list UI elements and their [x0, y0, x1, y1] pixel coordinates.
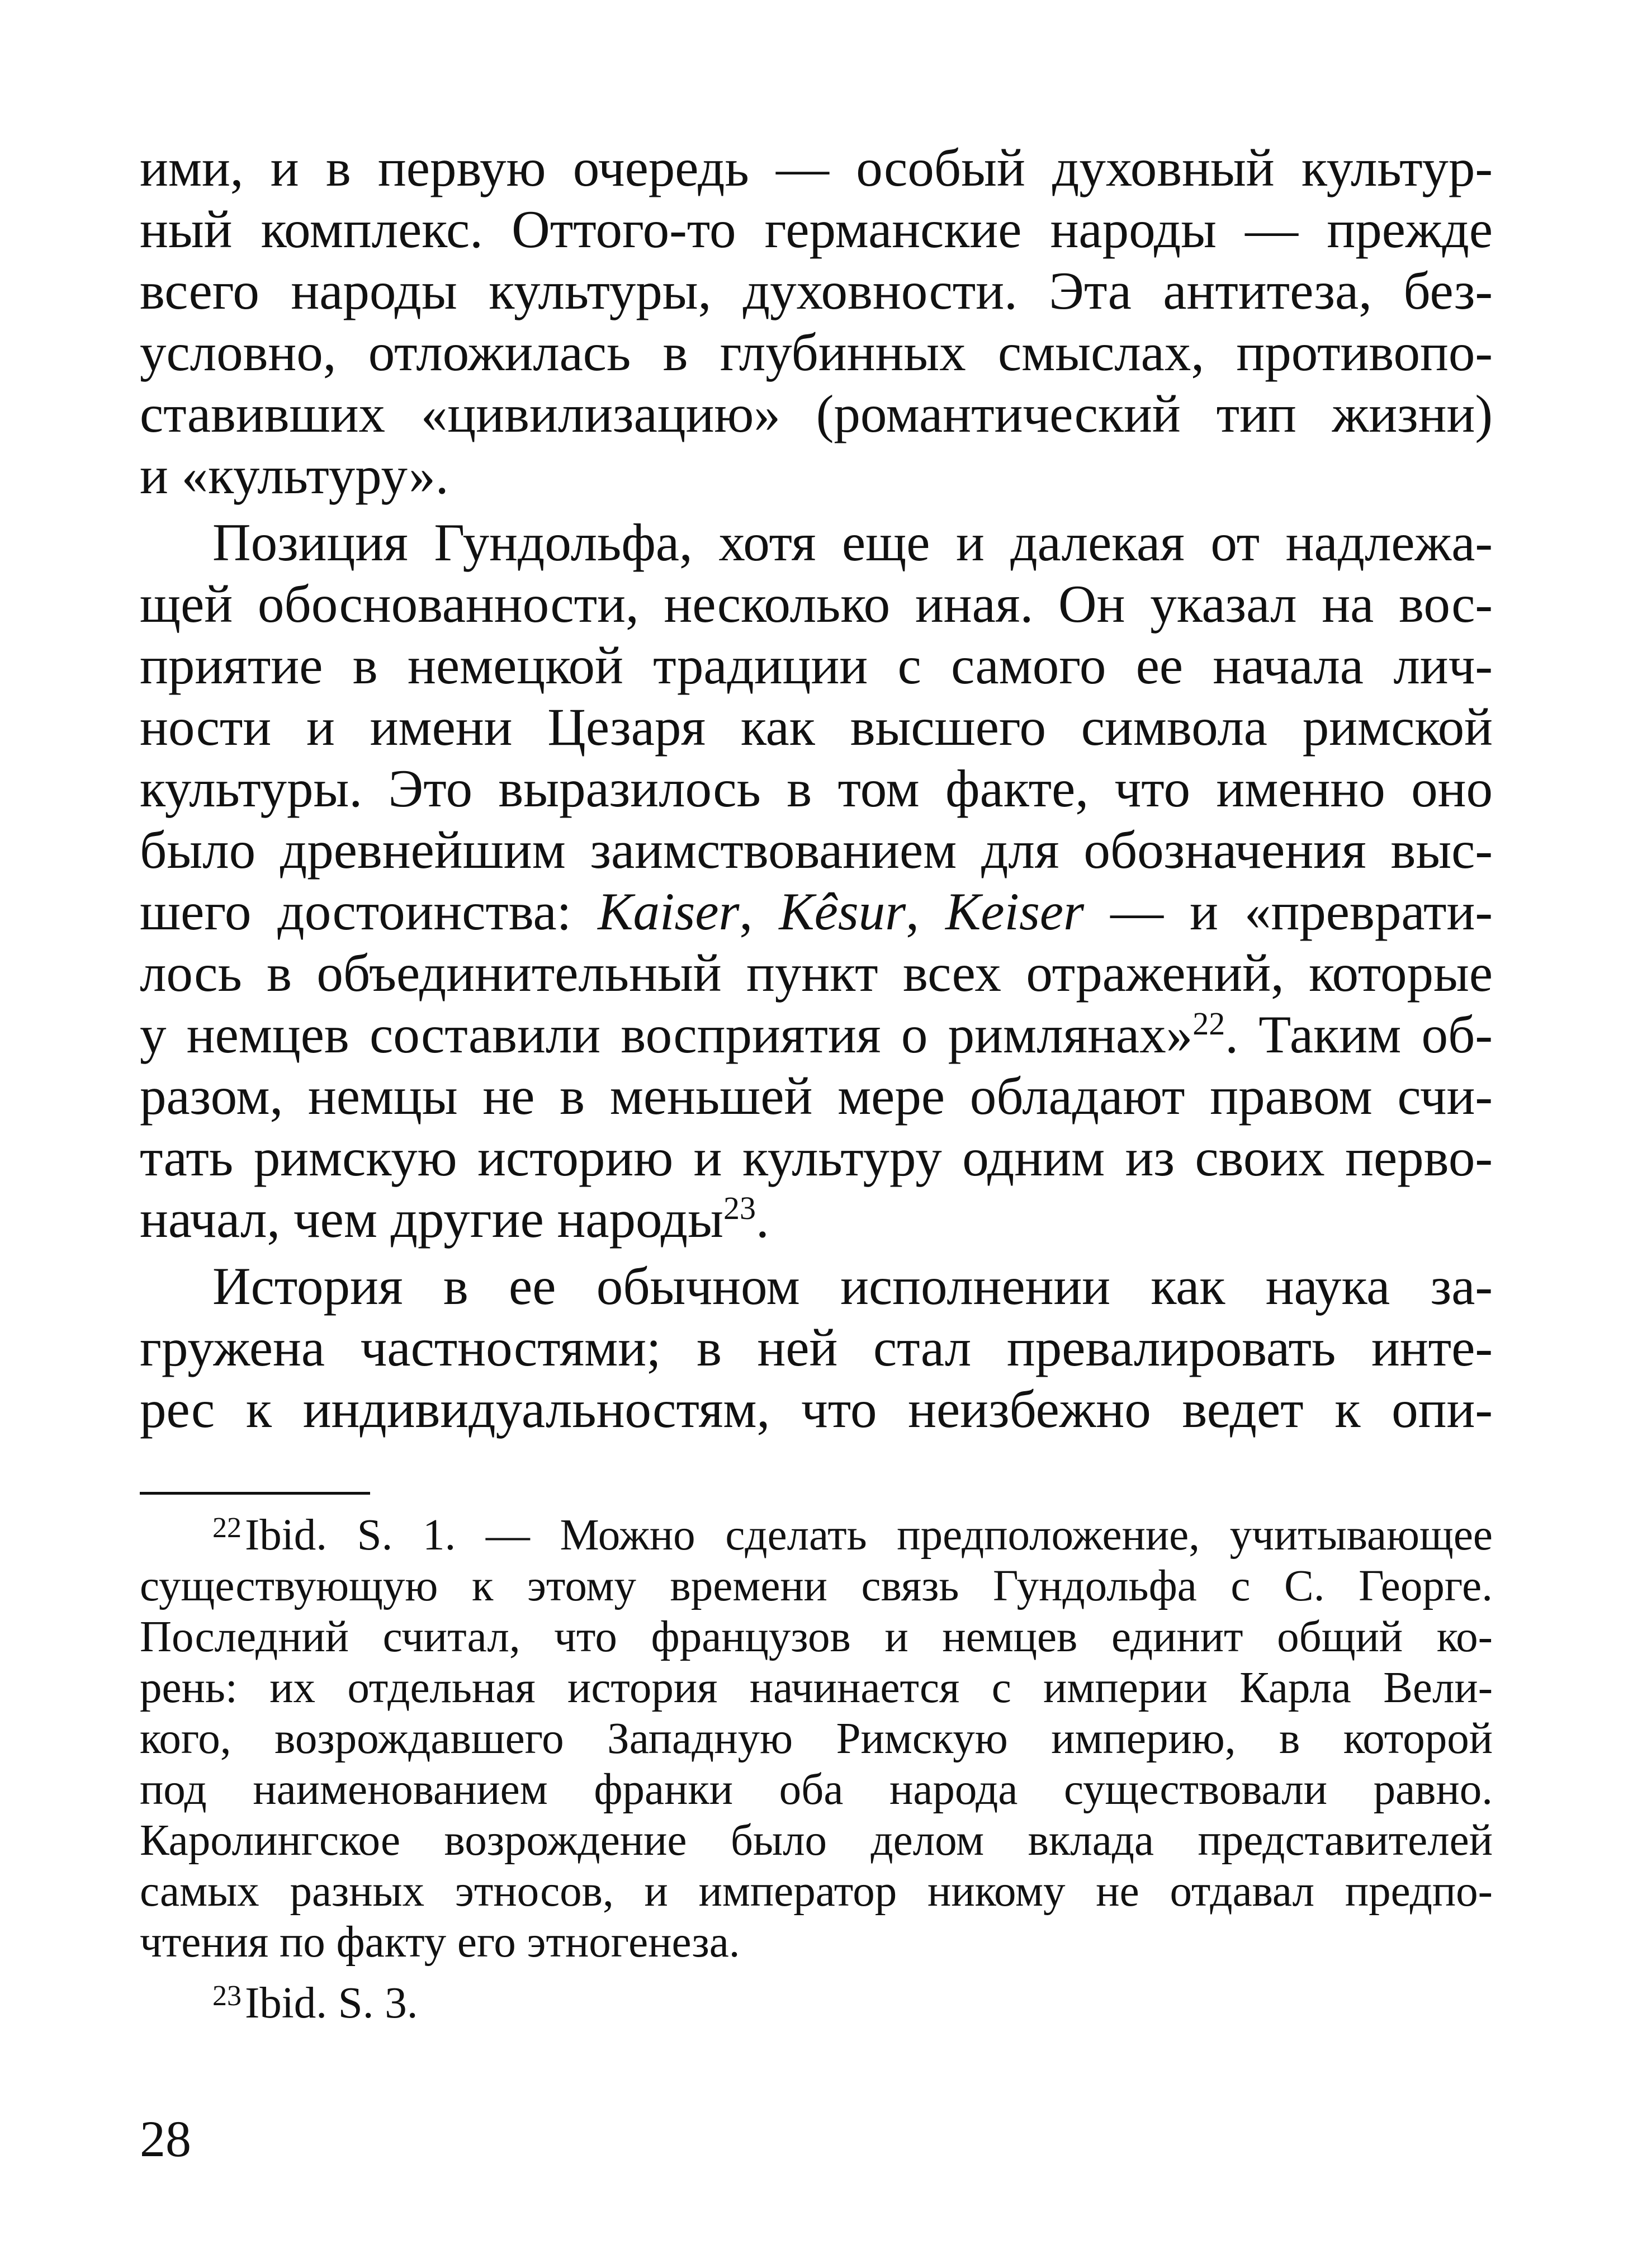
paragraph — [140, 1255, 1493, 1440]
text-line: тать римскую историю и культуру одним из своих перво- — [140, 1128, 1493, 1187]
footnote-line — [140, 1978, 1493, 2029]
page-number: 28 — [140, 2110, 191, 2167]
paragraph — [140, 137, 1493, 506]
text-segment: начал, чем другие народы — [140, 1189, 723, 1249]
text-segment: , — [739, 882, 779, 941]
footnote-separator — [140, 1492, 370, 1495]
text-line-with-italics — [140, 881, 1493, 942]
text-line: культуры. Это выразилось в том факте, что именно оно — [140, 759, 1493, 818]
footnote-number: 23 — [212, 1980, 242, 2012]
text-line: было древнейшим заимствованием для обозначения выс- — [140, 820, 1493, 880]
italic-word: Kaiser — [598, 882, 740, 941]
text-segment: . — [755, 1189, 769, 1249]
footnotes — [140, 1510, 1493, 2029]
footnote-ref-22[interactable]: 22 — [1192, 1005, 1225, 1042]
text-segment: . Таким об- — [1225, 1005, 1493, 1064]
footnote-line: кого, возрождавшего Западную Римскую империю, в которой — [140, 1714, 1493, 1763]
paragraph — [140, 512, 1493, 1250]
footnote-line: чтения по факту его этногенеза. — [140, 1918, 740, 1967]
footnote-22 — [140, 1510, 1493, 1968]
text-line: Позиция Гундольфа, хотя еще и далекая от надлежа- — [212, 513, 1493, 572]
text-line-with-note — [140, 1188, 1493, 1250]
main-text — [140, 137, 1493, 1440]
text-line: ный комплекс. Оттого-то германские народы — прежде — [140, 200, 1493, 259]
footnote-line: Каролингское возрождение было делом вклада представителей — [140, 1816, 1493, 1865]
footnote-line: Последний считал, что французов и немцев единит общий ко- — [140, 1613, 1493, 1661]
footnote-line: рень: их отдельная история начинается с империи Карла Вели- — [140, 1664, 1493, 1712]
footnote-number: 22 — [212, 1512, 242, 1544]
text-line: лось в объединительный пункт всех отражений, которые — [140, 943, 1493, 1003]
footnote-23 — [140, 1978, 1493, 2029]
footnote-ref-23[interactable]: 23 — [723, 1190, 756, 1226]
text-line: всего народы культуры, духовности. Эта антитеза, без- — [140, 261, 1493, 320]
text-line: условно, отложилась в глубинных смыслах, противопо- — [140, 323, 1493, 382]
italic-word: Kêsur — [779, 882, 906, 941]
italic-word: Keiser — [945, 882, 1085, 941]
text-line: щей обоснованности, несколько иная. Он указал на вос- — [140, 574, 1493, 634]
text-line: гружена частностями; в ней стал превалировать инте- — [140, 1318, 1493, 1377]
text-segment: Ibid. S. 3. — [245, 1979, 418, 2028]
text-line: ими, и в первую очередь — особый духовный культур- — [140, 138, 1493, 197]
text-segment: у немцев составили восприятия о римлянах» — [140, 1005, 1193, 1064]
text-line: ности и имени Цезаря как высшего символа римской — [140, 697, 1493, 757]
footnote-line: существующую к этому времени связь Гундольфа с С. Георге. — [140, 1562, 1493, 1610]
text-segment: шего достоинства: — [140, 882, 598, 941]
text-line: приятие в немецкой традиции с самого ее начала лич- — [140, 636, 1493, 695]
text-segment: , — [906, 882, 946, 941]
footnote-line — [140, 1510, 1493, 1561]
text-segment: Ibid. S. 1. — Можно сделать предположение, учитывающее — [245, 1511, 1493, 1560]
text-line: и «культуру». — [140, 446, 449, 505]
text-line: ставивших «цивилизацию» (романтический тип жизни) — [140, 384, 1493, 443]
text-line-with-note — [140, 1004, 1493, 1065]
text-line: История в ее обычном исполнении как наука за- — [212, 1256, 1493, 1316]
footnote-line: самых разных этносов, и император никому не отдавал предпо- — [140, 1867, 1493, 1916]
text-line: разом, немцы не в меньшей мере обладают правом счи- — [140, 1066, 1493, 1126]
text-segment: — и «преврати- — [1084, 882, 1493, 941]
footnote-line: под наименованием франки оба народа существовали равно. — [140, 1765, 1493, 1814]
text-line: рес к индивидуальностям, что неизбежно ведет к опи- — [140, 1379, 1493, 1439]
